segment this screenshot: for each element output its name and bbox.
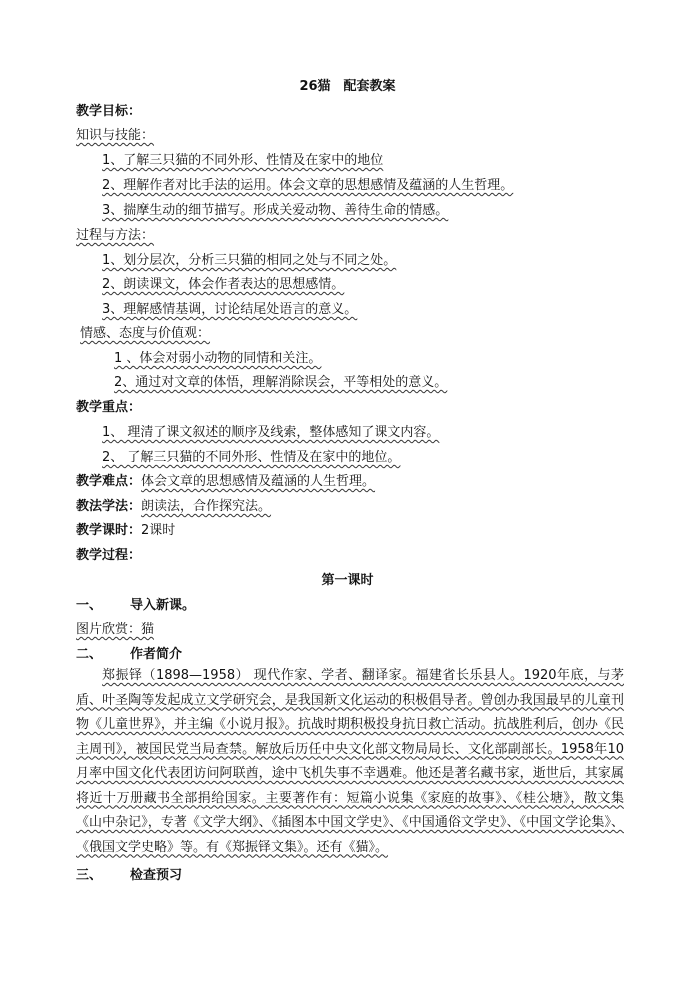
method-line: [76, 498, 271, 516]
document-title: 26猫 配套教案: [299, 79, 396, 94]
section-number: 三、: [76, 868, 103, 883]
section-title-intro: 导入新课。: [130, 598, 196, 613]
procedure-heading: 教学过程：: [76, 548, 142, 563]
process-item: 1、划分层次，分析三只猫的相同之处与不同之处。: [102, 253, 397, 268]
knowledge-item: 1、了解三只猫的不同外形、性情及在家中的地位: [102, 153, 384, 168]
section-number: 二、: [76, 647, 103, 662]
difficulty-line: [76, 473, 375, 491]
key-item: 2、 了解三只猫的不同外形、性情及在家中的地位。: [102, 450, 401, 465]
section-title-preview: 检查预习: [130, 868, 183, 883]
process-heading: 过程与方法：: [76, 228, 155, 243]
hours-label: 教学课时：: [76, 523, 142, 538]
hours-text: 2课时: [141, 523, 176, 538]
emotion-heading: 情感、态度与价值观：: [80, 326, 211, 341]
difficulty-text: 体会文章的思想感情及蕴涵的人生哲理。: [141, 474, 376, 489]
hours-line: [76, 522, 175, 540]
goals-heading: 教学目标：: [76, 104, 142, 119]
method-label: 教法学法：: [76, 499, 142, 514]
knowledge-heading: 知识与技能：: [76, 128, 155, 143]
knowledge-item: 2、理解作者对比手法的运用。体会文章的思想感情及蕴涵的人生哲理。: [102, 178, 514, 193]
lesson-title: 第一课时: [321, 573, 374, 588]
author-paragraph-block: [76, 664, 624, 860]
emotion-item: 2、通过对文章的体悟，理解消除误会，平等相处的意义。: [114, 375, 448, 390]
method-text: 朗读法，合作探究法。: [141, 499, 272, 514]
difficulty-label: 教学难点：: [76, 474, 142, 489]
section-intro-text: 图片欣赏：猫: [76, 622, 155, 637]
emotion-item: 1 、体会对弱小动物的同情和关注。: [114, 351, 322, 366]
key-heading: 教学重点：: [76, 400, 142, 415]
process-item: 2、朗读课文，体会作者表达的思想感情。: [102, 277, 345, 292]
process-item: 3、理解感情基调，讨论结尾处语言的意义。: [102, 302, 358, 317]
section-title-author: 作者简介: [130, 647, 183, 662]
knowledge-item: 3、揣摩生动的细节描写。形成关爱动物、善待生命的情感。: [102, 203, 449, 218]
key-item: 1、 理清了课文叙述的顺序及线索，整体感知了课文内容。: [102, 425, 440, 440]
author-paragraph: 郑振铎（1898—1958） 现代作家、学者、翻译家。福建省长乐县人。1920年底，与茅盾、叶圣陶等发起成立文学研究会，是我国新文化运动的积极倡导者。曾创办我国最早的儿童刊物《儿童世界》，并主编《小说月报》。抗战时期积极投身抗日救亡活动。抗战胜利后，创办《民主周刊》，被国民党当局查禁。解放后历任中央文化部文物局局长、文化部副部长。1958年10月率中国文化代表团访问阿联酋，途中飞机失事不幸遇难。他还是著名藏书家，逝世后，其家属将近十万册藏书全部捐给国家。主要著作有：短篇小说集《家庭的故事》、《桂公塘》，散文集《山中杂记》，专著《文学大纲》、《插图本中国文学史》、《中国通俗文学史》、《中国文学论集》、《俄国文学史略》等。有《郑振铎文集》。还有《猫》。: [76, 668, 624, 855]
section-number: 一、: [76, 598, 103, 613]
